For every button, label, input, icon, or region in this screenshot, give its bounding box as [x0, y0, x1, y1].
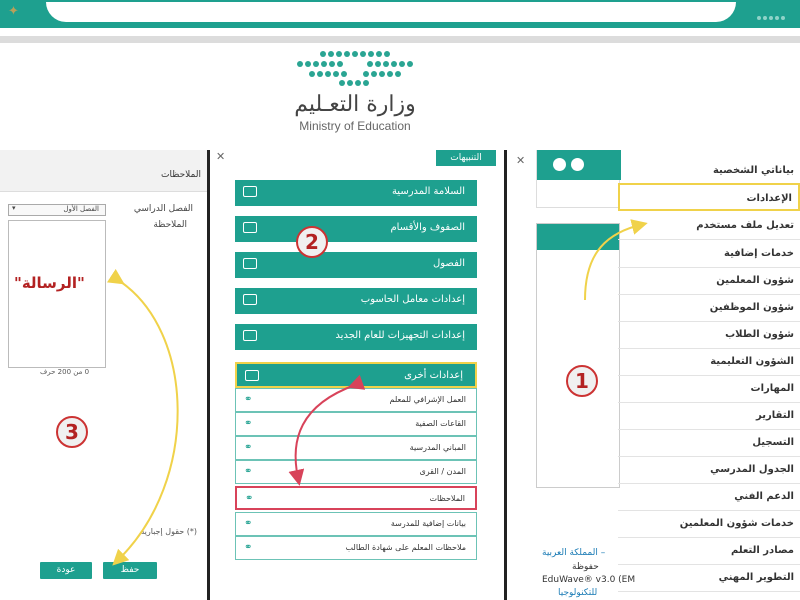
link-icon: ⚭	[244, 394, 253, 405]
sidebar-item-label: الشؤون التعليمية	[710, 356, 794, 367]
link-icon: ⚭	[244, 542, 253, 553]
sidebar-item-label: الجدول المدرسي	[710, 464, 794, 475]
sub-item-label: العمل الإشرافي للمعلم	[389, 395, 466, 404]
arrow-step3	[118, 280, 178, 560]
sub-item-label: الملاحظات	[429, 494, 465, 503]
step-number-2: 2	[296, 226, 328, 258]
link-icon: ⚭	[244, 518, 253, 529]
sidebar-item-label: تعديل ملف مستخدم	[696, 220, 794, 231]
menu-group-label: الفصول	[433, 258, 465, 269]
semester-value: الفصل الأول	[63, 205, 99, 213]
sidebar-item-label: خدمات إضافية	[724, 248, 794, 259]
back-button[interactable]: عودة	[40, 562, 92, 579]
sidebar-item-label: الدعم الفني	[734, 491, 794, 502]
sidebar-item-label: شؤون الموظفين	[709, 302, 794, 313]
sidebar-item-label: شؤون الطلاب	[725, 329, 794, 340]
arrow-step2	[296, 385, 355, 478]
arrow-step1	[585, 225, 640, 300]
menu-group-label: الصفوف والأقسام	[390, 222, 465, 233]
menu-group-label: إعدادات أخرى	[404, 370, 463, 381]
alerts-tab[interactable]: التنبيهات	[436, 150, 496, 166]
note-label: الملاحظة	[153, 220, 187, 230]
chevron-down-icon: ▾	[12, 204, 16, 212]
footer-kingdom-link[interactable]: – المملكة العربية	[542, 548, 606, 558]
menu-group-label: إعدادات التجهيزات للعام الجديد	[335, 330, 465, 341]
sidebar-item-label: مصادر التعلم	[730, 545, 794, 556]
ministry-name-en: Ministry of Education	[299, 119, 411, 133]
sidebar-item-label: التسجيل	[752, 437, 794, 448]
ministry-name-ar: وزارة التعـليم	[294, 92, 416, 117]
char-counter: 0 من 200 حرف	[40, 368, 90, 376]
sidebar-item-label: التطوير المهني	[718, 572, 794, 583]
footer-rights: حفوظة	[572, 562, 599, 572]
step-number-1: 1	[566, 365, 598, 397]
menu-group-label: السلامة المدرسية	[391, 186, 465, 197]
link-icon: ⚭	[244, 442, 253, 453]
palm-swords-emblem-icon: ✦	[8, 4, 19, 19]
step-number-3: 3	[56, 416, 88, 448]
link-icon: ⚭	[244, 418, 253, 429]
link-icon: ⚭	[244, 466, 253, 477]
sub-item-label: القاعات الصفية	[415, 419, 466, 428]
footer-version: EduWave® v3.0 (EM	[542, 575, 636, 585]
sidebar-item-label: التقارير	[756, 410, 794, 421]
link-icon: ⚭	[245, 493, 254, 504]
sidebar-item-label: شؤون المعلمين	[716, 275, 794, 286]
sub-item-label: ملاحظات المعلم على شهادة الطالب	[345, 543, 466, 552]
message-placeholder: "الرسالة"	[14, 274, 85, 292]
close-icon[interactable]: ✕	[516, 154, 526, 167]
close-icon[interactable]: ✕	[216, 150, 226, 163]
sidebar-item-label: بياناتي الشخصية	[712, 165, 794, 176]
notes-title: الملاحظات	[161, 170, 201, 180]
semester-label: الفصل الدراسي	[133, 204, 193, 214]
sidebar-item-label: الإعدادات	[746, 193, 792, 204]
sub-item-label: المباني المدرسية	[409, 443, 466, 452]
sidebar-item-label: خدمات شؤون المعلمين	[679, 518, 794, 529]
required-fields-note: (*) حقول إجبارية	[140, 527, 197, 536]
sub-item-label: بيانات إضافية للمدرسة	[390, 519, 466, 528]
menu-group-label: إعدادات معامل الحاسوب	[360, 294, 465, 305]
save-button[interactable]: حفظ	[103, 562, 157, 579]
sidebar-item-label: المهارات	[750, 383, 794, 394]
sub-item-label: المدن / القرى	[419, 467, 466, 476]
footer-tech-link[interactable]: للتكنولوجيا	[558, 588, 598, 598]
